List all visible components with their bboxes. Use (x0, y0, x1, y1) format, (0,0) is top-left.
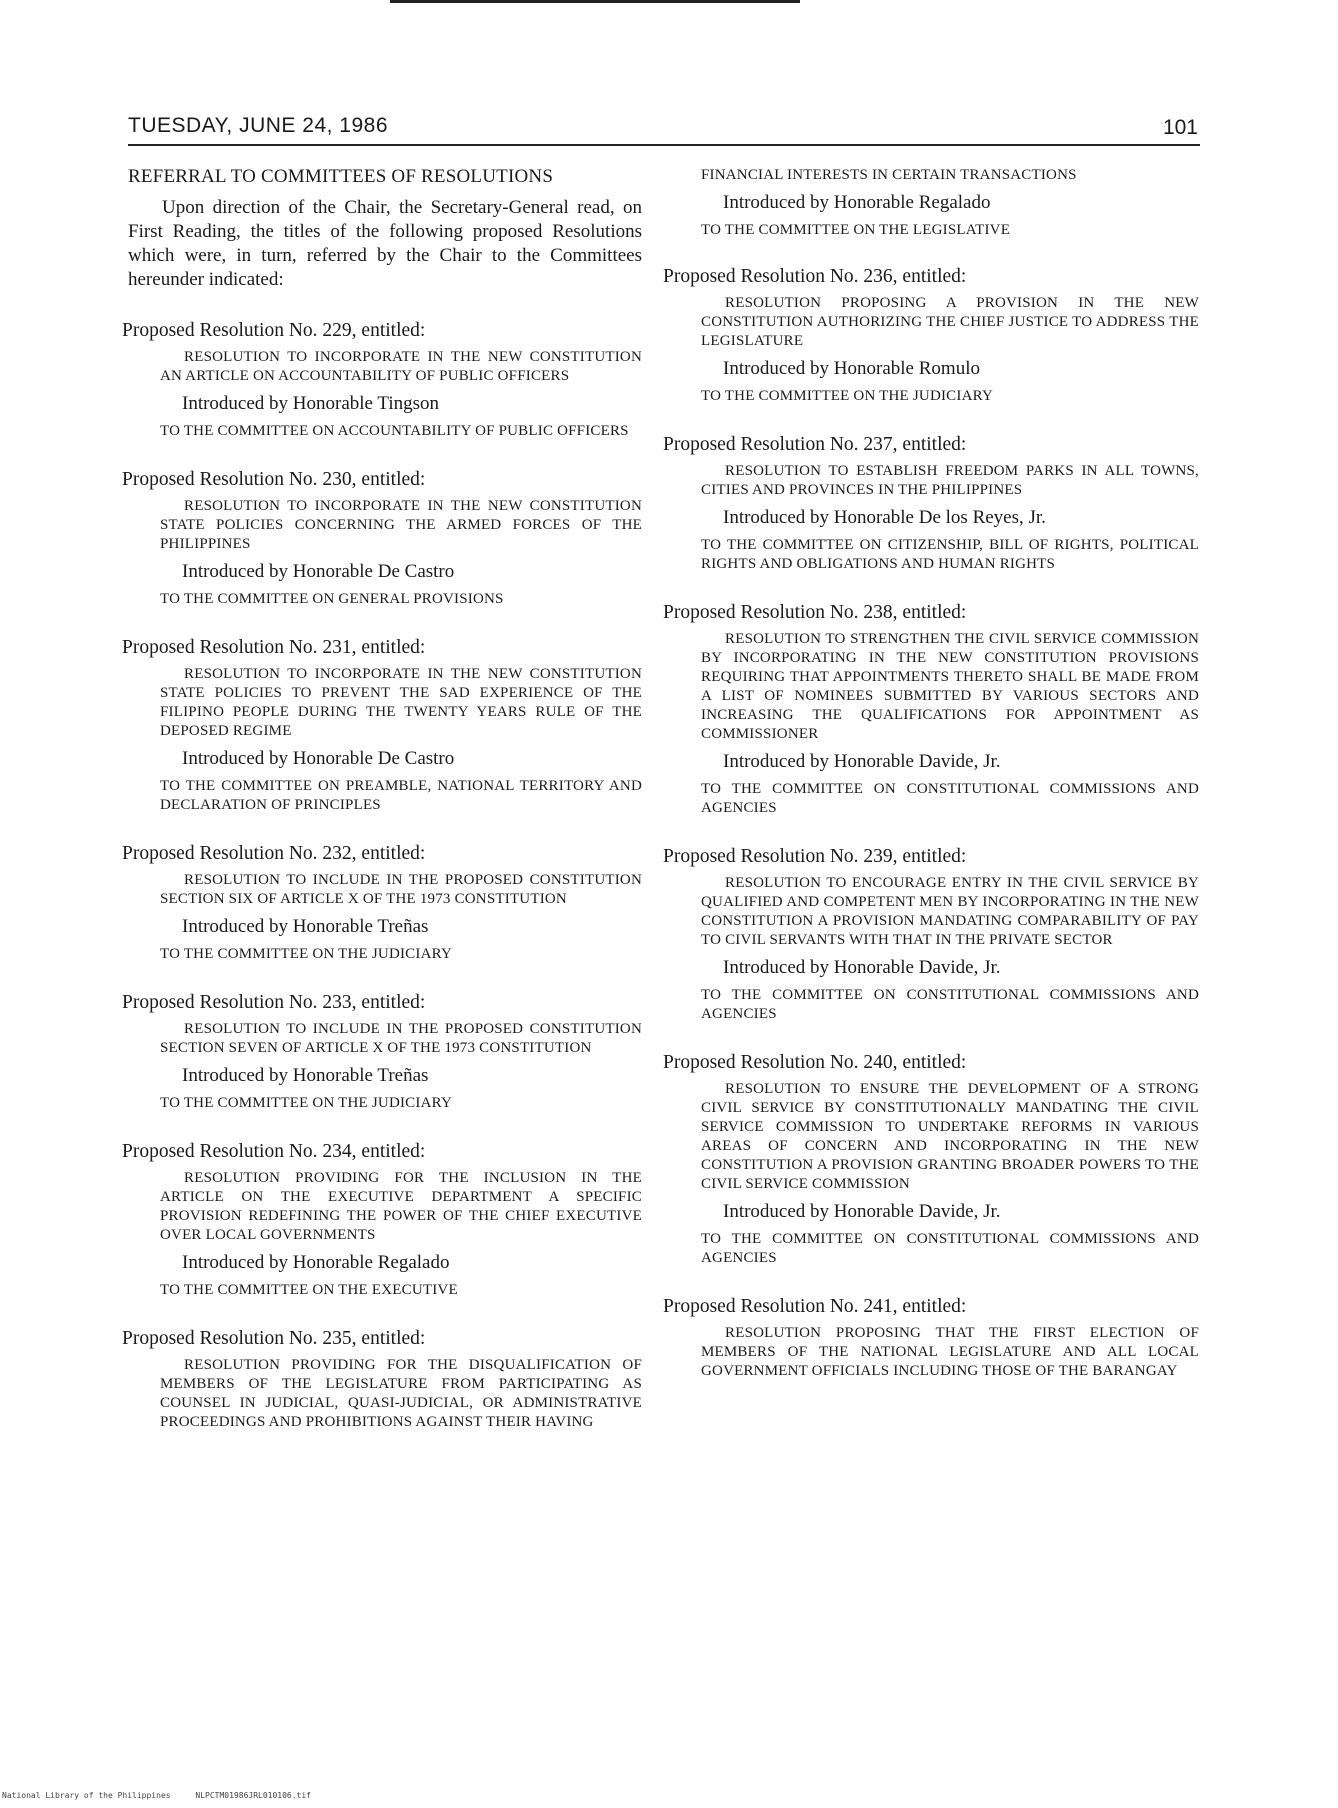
left-column (122, 166, 642, 1460)
introduced-by: Introduced by Honorable Tingson (182, 393, 440, 414)
resolution-entry (663, 434, 1199, 574)
proposal-heading: Proposed Resolution No. 235, entitled: (122, 1328, 426, 1349)
proposal-heading: Proposed Resolution No. 236, entitled: (663, 266, 967, 287)
committee-referral: TO THE COMMITTEE ON CITIZENSHIP, BILL OF RIGHTS, POLITICAL RIGHTS AND OBLIGATIONS AND HUMAN RIGHTS (701, 537, 1199, 572)
resolution-title: RESOLUTION PROPOSING A PROVISION IN THE NEW CONSTITUTION AUTHORIZING THE CHIEF JUSTICE TO ADDRESS THE LEGISLATURE (701, 295, 1199, 349)
committee-referral: TO THE COMMITTEE ON PREAMBLE, NATIONAL TERRITORY AND DECLARATION OF PRINCIPLES (160, 778, 642, 813)
introduced-by: Introduced by Honorable Davide, Jr. (723, 1201, 1001, 1222)
resolution-entry (663, 1052, 1199, 1268)
resolution-title: RESOLUTION TO INCORPORATE IN THE NEW CONSTITUTION STATE POLICIES TO PREVENT THE SAD EXPERIENCE OF THE FILIPINO PEOPLE DURING THE TWENTY YEARS RULE OF THE DEPOSED REGIME (160, 666, 642, 739)
introduced-by: Introduced by Honorable De los Reyes, Jr. (723, 507, 1046, 528)
footer-library: National Library of the Philippines (2, 1791, 171, 1800)
introduced-by: Introduced by Honorable Treñas (182, 916, 429, 937)
resolution-entry (663, 266, 1199, 406)
resolution-entry (122, 469, 642, 609)
resolution-title: RESOLUTION TO ENCOURAGE ENTRY IN THE CIVIL SERVICE BY QUALIFIED AND COMPETENT MEN BY INCORPORATING IN THE NEW CONSTITUTION A PROVISION MANDATING COMPARABILITY OF PAY TO CIVIL SERVANTS WITH THAT IN THE PRIVATE SECTOR (701, 875, 1199, 948)
page-header (128, 114, 1200, 146)
resolution-title: RESOLUTION TO INCLUDE IN THE PROPOSED CONSTITUTION SECTION SIX OF ARTICLE X OF THE 1973 CONSTITUTION (160, 872, 642, 907)
resolution-title: FINANCIAL INTERESTS IN CERTAIN TRANSACTIONS (701, 167, 1077, 183)
resolution-entry (122, 992, 642, 1113)
proposal-heading: Proposed Resolution No. 232, entitled: (122, 843, 426, 864)
resolution-title: RESOLUTION TO INCORPORATE IN THE NEW CONSTITUTION STATE POLICIES CONCERNING THE ARMED FORCES OF THE PHILIPPINES (160, 498, 642, 552)
resolution-entry (663, 1296, 1199, 1381)
resolution-entry (122, 843, 642, 964)
introduced-by: Introduced by Honorable Davide, Jr. (723, 957, 1001, 978)
top-rule (390, 0, 800, 3)
resolution-235-continuation (663, 166, 1199, 240)
resolution-title: RESOLUTION PROVIDING FOR THE INCLUSION IN THE ARTICLE ON THE EXECUTIVE DEPARTMENT A SPECIFIC PROVISION REDEFINING THE POWER OF THE CHIEF EXECUTIVE OVER LOCAL GOVERNMENTS (160, 1170, 642, 1243)
proposal-heading: Proposed Resolution No. 230, entitled: (122, 469, 426, 490)
right-column (663, 166, 1199, 1409)
scan-footer (2, 1791, 331, 1800)
resolution-title: RESOLUTION PROVIDING FOR THE DISQUALIFICATION OF MEMBERS OF THE LEGISLATURE FROM PARTICIPATING AS COUNSEL IN JUDICIAL, QUASI-JUDICIAL, OR ADMINISTRATIVE PROCEEDINGS AND PROHIBITIONS AGAINST THEIR HAVING (160, 1357, 642, 1430)
resolution-title: RESOLUTION TO INCLUDE IN THE PROPOSED CONSTITUTION SECTION SEVEN OF ARTICLE X OF THE 1973 CONSTITUTION (160, 1021, 642, 1056)
header-date: TUESDAY, JUNE 24, 1986 (128, 114, 389, 137)
resolution-title: RESOLUTION TO INCORPORATE IN THE NEW CONSTITUTION AN ARTICLE ON ACCOUNTABILITY OF PUBLIC OFFICERS (160, 349, 642, 384)
proposal-heading: Proposed Resolution No. 240, entitled: (663, 1052, 967, 1073)
committee-referral: TO THE COMMITTEE ON CONSTITUTIONAL COMMISSIONS AND AGENCIES (701, 1231, 1199, 1266)
resolution-title: RESOLUTION TO ESTABLISH FREEDOM PARKS IN ALL TOWNS, CITIES AND PROVINCES IN THE PHILIPPINES (701, 463, 1199, 498)
committee-referral: TO THE COMMITTEE ON CONSTITUTIONAL COMMISSIONS AND AGENCIES (701, 987, 1199, 1022)
proposal-heading: Proposed Resolution No. 229, entitled: (122, 320, 426, 341)
committee-referral: TO THE COMMITTEE ON THE JUDICIARY (701, 388, 994, 404)
resolution-title: RESOLUTION PROPOSING THAT THE FIRST ELECTION OF MEMBERS OF THE NATIONAL LEGISLATURE AND ALL LOCAL GOVERNMENT OFFICIALS INCLUDING THOSE OF THE BARANGAY (701, 1325, 1199, 1379)
proposal-heading: Proposed Resolution No. 234, entitled: (122, 1141, 426, 1162)
introduced-by: Introduced by Honorable Davide, Jr. (723, 751, 1001, 772)
introduced-by: Introduced by Honorable Regalado (723, 192, 991, 213)
proposal-heading: Proposed Resolution No. 239, entitled: (663, 846, 967, 867)
page-number: 101 (1162, 116, 1198, 139)
committee-referral: TO THE COMMITTEE ON GENERAL PROVISIONS (160, 591, 504, 607)
introduced-by: Introduced by Honorable De Castro (182, 748, 455, 769)
resolution-title: RESOLUTION TO ENSURE THE DEVELOPMENT OF A STRONG CIVIL SERVICE BY CONSTITUTIONALLY MANDATING THE CIVIL SERVICE COMMISSION TO UNDERTAKE REFORMS IN VARIOUS AREAS OF CONCERN AND INCORPORATING IN THE NEW CONSTITUTION A PROVISION GRANTING BROADER POWERS TO THE CIVIL SERVICE COMMISSION (701, 1081, 1199, 1192)
committee-referral: TO THE COMMITTEE ON THE JUDICIARY (160, 1095, 453, 1111)
section-intro: Upon direction of the Chair, the Secretary-General read, on First Reading, the titles of the following proposed Resolutions which were, in turn, referred by the Chair to the Committees hereunder indicated: (128, 197, 642, 290)
introduced-by: Introduced by Honorable Romulo (723, 358, 980, 379)
resolution-entry (663, 846, 1199, 1024)
resolution-entry (122, 637, 642, 815)
proposal-heading: Proposed Resolution No. 238, entitled: (663, 602, 967, 623)
proposal-heading: Proposed Resolution No. 241, entitled: (663, 1296, 967, 1317)
committee-referral: TO THE COMMITTEE ON ACCOUNTABILITY OF PUBLIC OFFICERS (160, 423, 629, 439)
left-entries (122, 320, 642, 1432)
committee-referral: TO THE COMMITTEE ON THE LEGISLATIVE (701, 222, 1011, 238)
committee-referral: TO THE COMMITTEE ON THE JUDICIARY (160, 946, 453, 962)
resolution-entry (122, 1328, 642, 1432)
introduced-by: Introduced by Honorable Treñas (182, 1065, 429, 1086)
proposal-heading: Proposed Resolution No. 233, entitled: (122, 992, 426, 1013)
resolution-entry (122, 320, 642, 441)
proposal-heading: Proposed Resolution No. 231, entitled: (122, 637, 426, 658)
footer-file: NLPCTM01986JRL010106.tif (195, 1791, 311, 1800)
resolution-title: RESOLUTION TO STRENGTHEN THE CIVIL SERVICE COMMISSION BY INCORPORATING IN THE NEW CONSTITUTION PROVISIONS REQUIRING THAT APPOINTMENTS THERETO SHALL BE MADE FROM A LIST OF NOMINEES SUBMITTED BY VARIOUS SECTORS AND INCREASING THE QUALIFICATIONS FOR APPOINTMENT AS COMMISSIONER (701, 631, 1199, 742)
proposal-heading: Proposed Resolution No. 237, entitled: (663, 434, 967, 455)
resolution-entry (122, 1141, 642, 1300)
introduced-by: Introduced by Honorable De Castro (182, 561, 455, 582)
committee-referral: TO THE COMMITTEE ON THE EXECUTIVE (160, 1282, 458, 1298)
introduced-by: Introduced by Honorable Regalado (182, 1252, 450, 1273)
right-entries (663, 266, 1199, 1381)
committee-referral: TO THE COMMITTEE ON CONSTITUTIONAL COMMISSIONS AND AGENCIES (701, 781, 1199, 816)
section-heading: REFERRAL TO COMMITTEES OF RESOLUTIONS (128, 166, 554, 187)
resolution-entry (663, 602, 1199, 818)
